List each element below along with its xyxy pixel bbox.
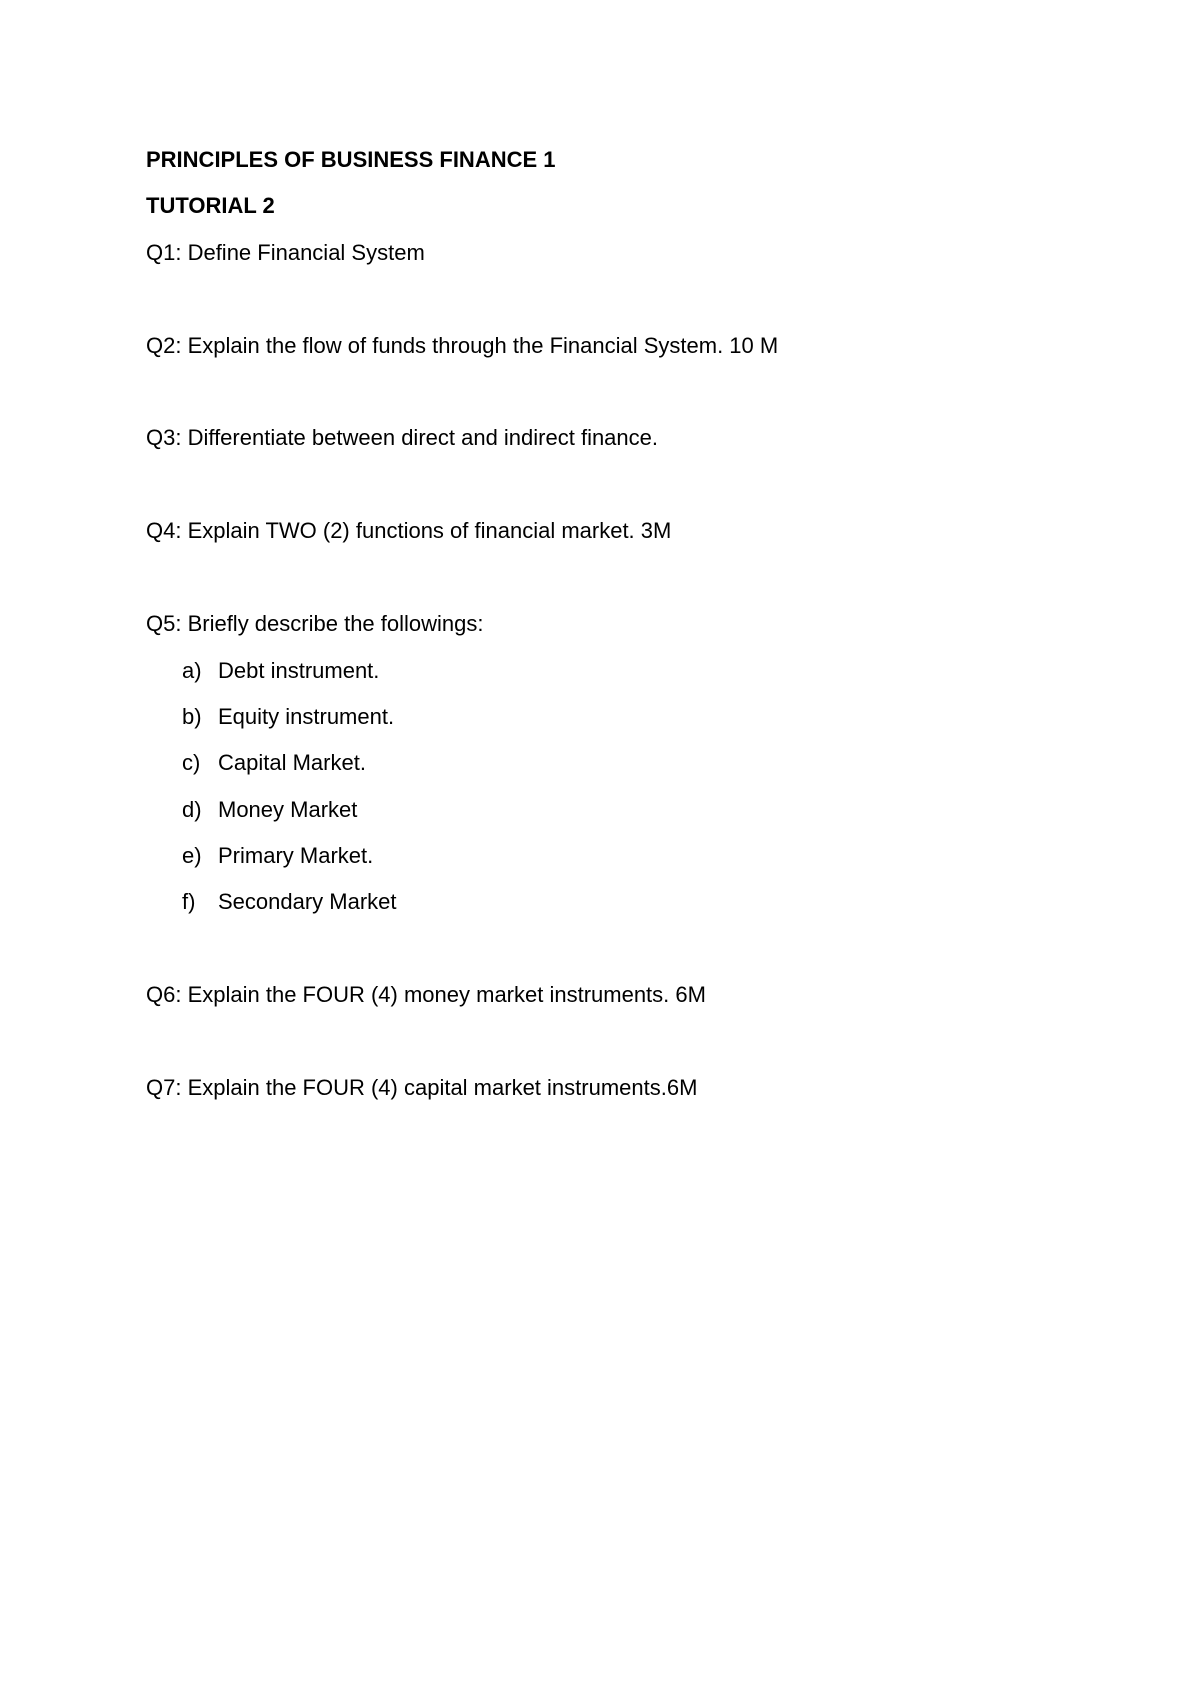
question-1: Q1: Define Financial System: [146, 240, 425, 265]
question-4: Q4: Explain TWO (2) functions of financial market. 3M: [146, 518, 672, 543]
list-item-text: Money Market: [218, 797, 358, 822]
list-item-text: Primary Market.: [218, 843, 374, 868]
list-item-text: Secondary Market: [218, 889, 397, 914]
document-subtitle: TUTORIAL 2: [146, 193, 275, 218]
list-marker: a): [182, 658, 202, 683]
question-6: Q6: Explain the FOUR (4) money market instruments. 6M: [146, 982, 706, 1007]
list-marker: b): [182, 704, 202, 729]
list-marker: c): [182, 750, 201, 775]
list-item-text: Debt instrument.: [218, 658, 380, 683]
list-item-text: Equity instrument.: [218, 704, 395, 729]
list-marker: f): [182, 889, 196, 914]
document-title: PRINCIPLES OF BUSINESS FINANCE 1: [146, 147, 556, 172]
list-item-text: Capital Market.: [218, 750, 366, 775]
question-7: Q7: Explain the FOUR (4) capital market instruments.6M: [146, 1075, 698, 1100]
list-marker: d): [182, 797, 202, 822]
question-2: Q2: Explain the flow of funds through the Financial System. 10 M: [146, 333, 779, 358]
list-marker: e): [182, 843, 202, 868]
question-5: Q5: Briefly describe the followings:: [146, 611, 484, 636]
question-3: Q3: Differentiate between direct and indirect finance.: [146, 425, 659, 450]
